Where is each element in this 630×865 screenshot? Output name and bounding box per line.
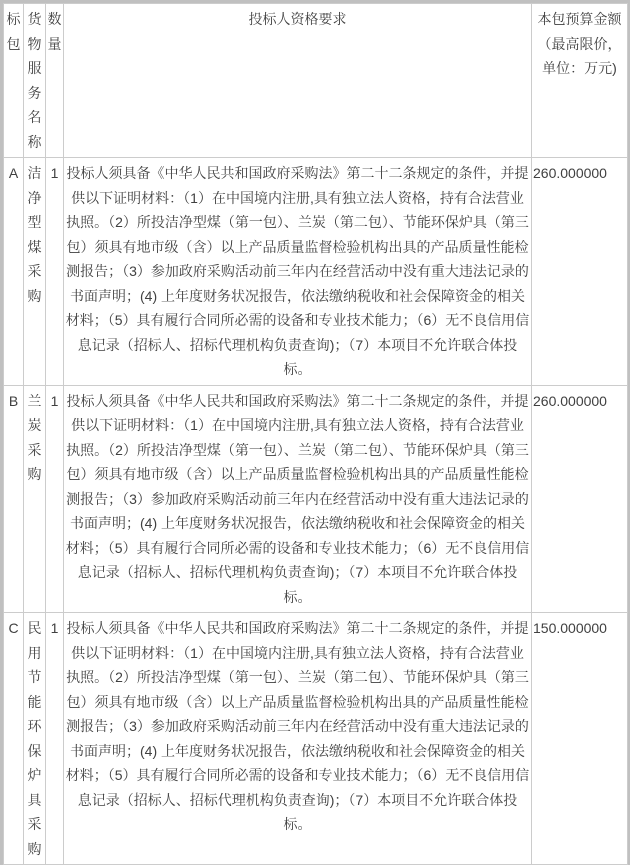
goods-name: 洁净型煤采购 bbox=[24, 158, 46, 386]
header-goods-service-name: 货物服务名称 bbox=[24, 4, 46, 158]
table-row-package-b bbox=[4, 385, 628, 613]
header-budget: 本包预算金额（最高限价，单位：万元) bbox=[532, 4, 628, 158]
header-package: 标包 bbox=[4, 4, 24, 158]
budget-value: 260.000000 bbox=[532, 385, 628, 613]
budget-value: 150.000000 bbox=[532, 613, 628, 865]
header-quantity: 数量 bbox=[46, 4, 64, 158]
package-id: C bbox=[4, 613, 24, 865]
goods-name: 民用节能环保炉具采购 bbox=[24, 613, 46, 865]
bidder-qualification-table bbox=[3, 3, 628, 865]
budget-value: 260.000000 bbox=[532, 158, 628, 386]
qualification-text: 投标人须具备《中华人民共和国政府采购法》第二十二条规定的条件，并提供以下证明材料：（1）在中国境内注册,具有独立法人资格，持有合法营业执照。（2）所投洁净型煤（第一包）、兰炭（第二包）、节能环保炉具（第三包）须具有地市级（含）以上产品质量监督检验机构出具的产品质量性能检测报告；（3）参加政府采购活动前三年内在经营活动中没有重大违法记录的书面声明；(4) 上年度财务状况报告，依法缴纳税收和社会保障资金的相关材料；（5）具有履行合同所必需的设备和专业技术能力；（6）无不良信用信息记录（招标人、招标代理机构负责查询)；（7）本项目不允许联合体投标。 bbox=[64, 613, 532, 865]
quantity-value: 1 bbox=[46, 158, 64, 386]
table-header-row bbox=[4, 4, 628, 158]
goods-name: 兰炭采购 bbox=[24, 385, 46, 613]
table-row-package-a bbox=[4, 158, 628, 386]
quantity-value: 1 bbox=[46, 385, 64, 613]
qualification-text: 投标人须具备《中华人民共和国政府采购法》第二十二条规定的条件，并提供以下证明材料：（1）在中国境内注册,具有独立法人资格，持有合法营业执照。（2）所投洁净型煤（第一包）、兰炭（第二包）、节能环保炉具（第三包）须具有地市级（含）以上产品质量监督检验机构出具的产品质量性能检测报告；（3）参加政府采购活动前三年内在经营活动中没有重大违法记录的书面声明；(4) 上年度财务状况报告，依法缴纳税收和社会保障资金的相关材料；（5）具有履行合同所必需的设备和专业技术能力；（6）无不良信用信息记录（招标人、招标代理机构负责查询)；（7）本项目不允许联合体投标。 bbox=[64, 385, 532, 613]
table-row-package-c bbox=[4, 613, 628, 865]
package-id: A bbox=[4, 158, 24, 386]
quantity-value: 1 bbox=[46, 613, 64, 865]
qualification-text: 投标人须具备《中华人民共和国政府采购法》第二十二条规定的条件，并提供以下证明材料：（1）在中国境内注册,具有独立法人资格，持有合法营业执照。（2）所投洁净型煤（第一包）、兰炭（第二包）、节能环保炉具（第三包）须具有地市级（含）以上产品质量监督检验机构出具的产品质量性能检测报告；（3）参加政府采购活动前三年内在经营活动中没有重大违法记录的书面声明；(4) 上年度财务状况报告，依法缴纳税收和社会保障资金的相关材料；（5）具有履行合同所必需的设备和专业技术能力；（6）无不良信用信息记录（招标人、招标代理机构负责查询)；（7）本项目不允许联合体投标。 bbox=[64, 158, 532, 386]
header-bidder-qualification: 投标人资格要求 bbox=[64, 4, 532, 158]
package-id: B bbox=[4, 385, 24, 613]
